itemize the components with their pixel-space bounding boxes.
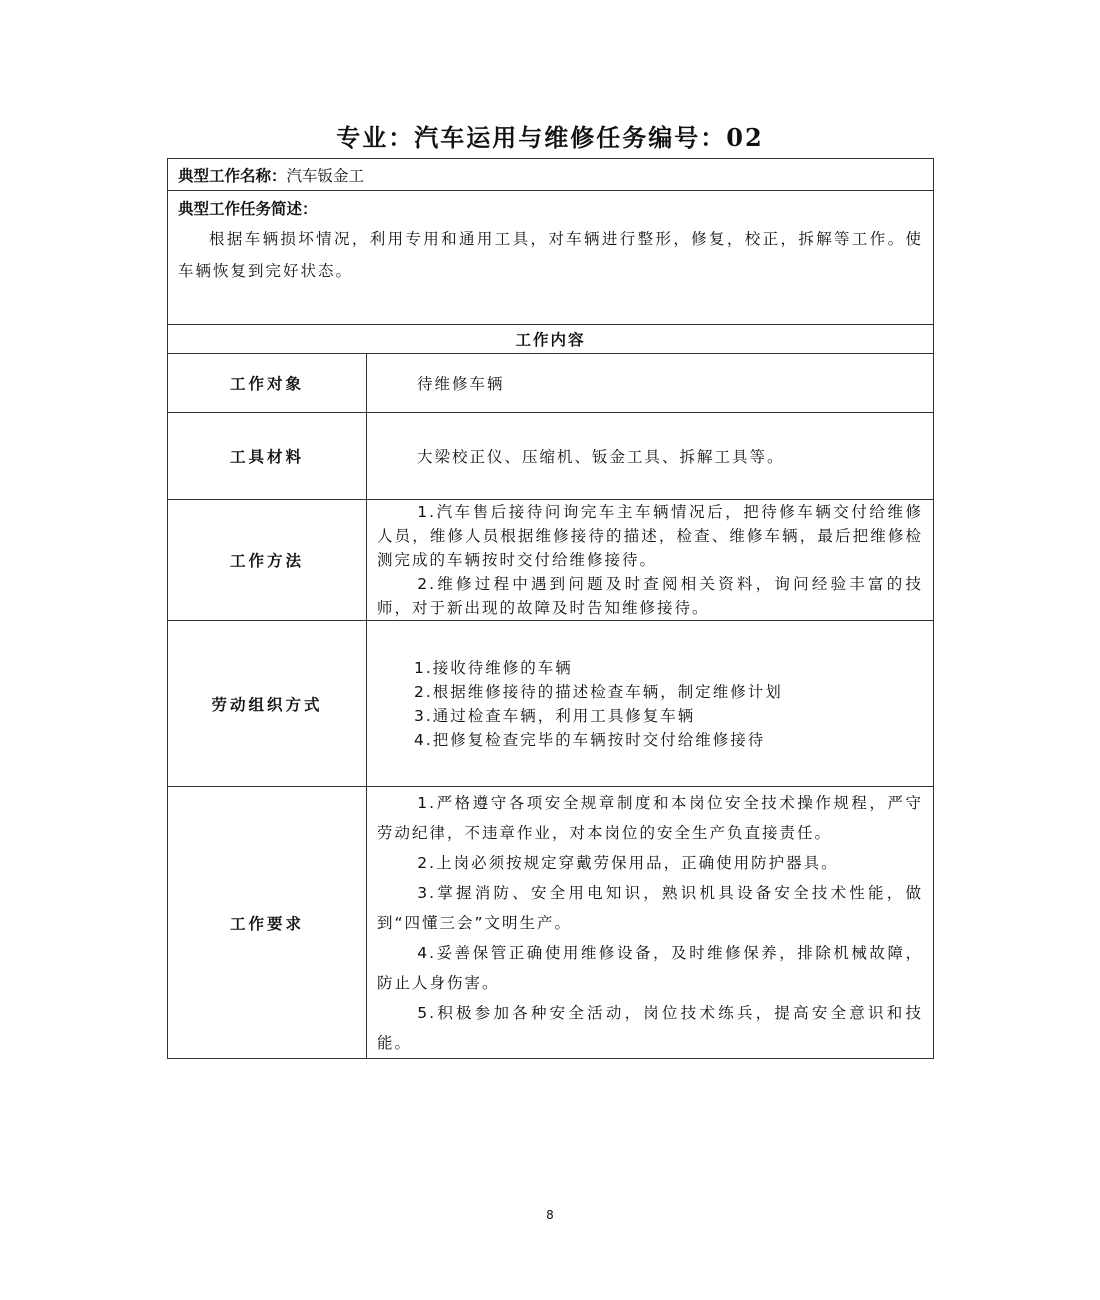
work-object-value: 待维修车辆: [417, 375, 505, 393]
requirements-paragraph: 3.掌握消防、安全用电知识，熟识机具设备安全技术性能，做到“四懂三会”文明生产。: [377, 883, 923, 932]
task-desc-cell: [168, 191, 934, 325]
labor-item: 2.根据维修接待的描述检查车辆，制定维修计划: [414, 682, 783, 701]
task-desc-text: 根据车辆损坏情况，利用专用和通用工具，对车辆进行整形，修复，校正，拆解等工作。使车辆恢复到完好状态。: [178, 230, 923, 280]
labor-cell: [367, 621, 934, 787]
requirements-cell: [367, 787, 934, 1059]
method-label: 工作方法: [168, 500, 367, 621]
labor-item: 4.把修复检查完毕的车辆按时交付给维修接待: [414, 730, 766, 749]
requirements-label: 工作要求: [168, 787, 367, 1059]
labor-label: 劳动组织方式: [168, 621, 367, 787]
requirements-paragraph: 2.上岗必须按规定穿戴劳保用品，正确使用防护器具。: [417, 853, 839, 872]
tools-cell: [367, 413, 934, 500]
labor-row: [168, 621, 934, 787]
page-title: 专业：汽车运用与维修任务编号：02: [336, 123, 764, 152]
work-content-header: 工作内容: [168, 325, 934, 354]
work-content-header-row: [168, 325, 934, 354]
method-cell: [367, 500, 934, 621]
requirements-paragraph: 5.积极参加各种安全活动，岗位技术练兵，提高安全意识和技能。: [377, 1003, 923, 1052]
method-paragraph: 1.汽车售后接待问询完车主车辆情况后，把待修车辆交付给维修人员，维修人员根据维修接待的描述，检查、维修车辆，最后把维修检测完成的车辆按时交付给维修接待。: [377, 503, 923, 569]
labor-item: 1.接收待维修的车辆: [414, 658, 573, 677]
page-number: 8: [546, 1208, 554, 1222]
task-table: [167, 158, 934, 1059]
method-paragraph: 2.维修过程中遇到问题及时查阅相关资料，询问经验丰富的技师，对于新出现的故障及时告知维修接待。: [377, 575, 923, 617]
tools-row: [168, 413, 934, 500]
tools-value: 大梁校正仪、压缩机、钣金工具、拆解工具等。: [417, 448, 785, 466]
work-object-row: [168, 354, 934, 413]
work-object-label: 工作对象: [168, 354, 367, 413]
tools-label: 工具材料: [168, 413, 367, 500]
task-name-value: 汽车钣金工: [286, 166, 365, 185]
method-row: [168, 500, 934, 621]
task-desc-row: [168, 191, 934, 325]
task-name-row: [168, 159, 934, 191]
requirements-row: [168, 787, 934, 1059]
work-object-cell: [367, 354, 934, 413]
requirements-paragraph: 4.妥善保管正确使用维修设备，及时维修保养，排除机械故障，防止人身伤害。: [377, 943, 923, 992]
task-desc-label: 典型工作任务简述：: [178, 200, 318, 218]
task-name-cell: [168, 159, 934, 191]
task-name-label: 典型工作名称：: [178, 166, 287, 185]
labor-item: 3.通过检查车辆，利用工具修复车辆: [414, 706, 696, 725]
requirements-paragraph: 1.严格遵守各项安全规章制度和本岗位安全技术操作规程，严守劳动纪律，不违章作业，对本岗位的安全生产负直接责任。: [377, 793, 923, 842]
